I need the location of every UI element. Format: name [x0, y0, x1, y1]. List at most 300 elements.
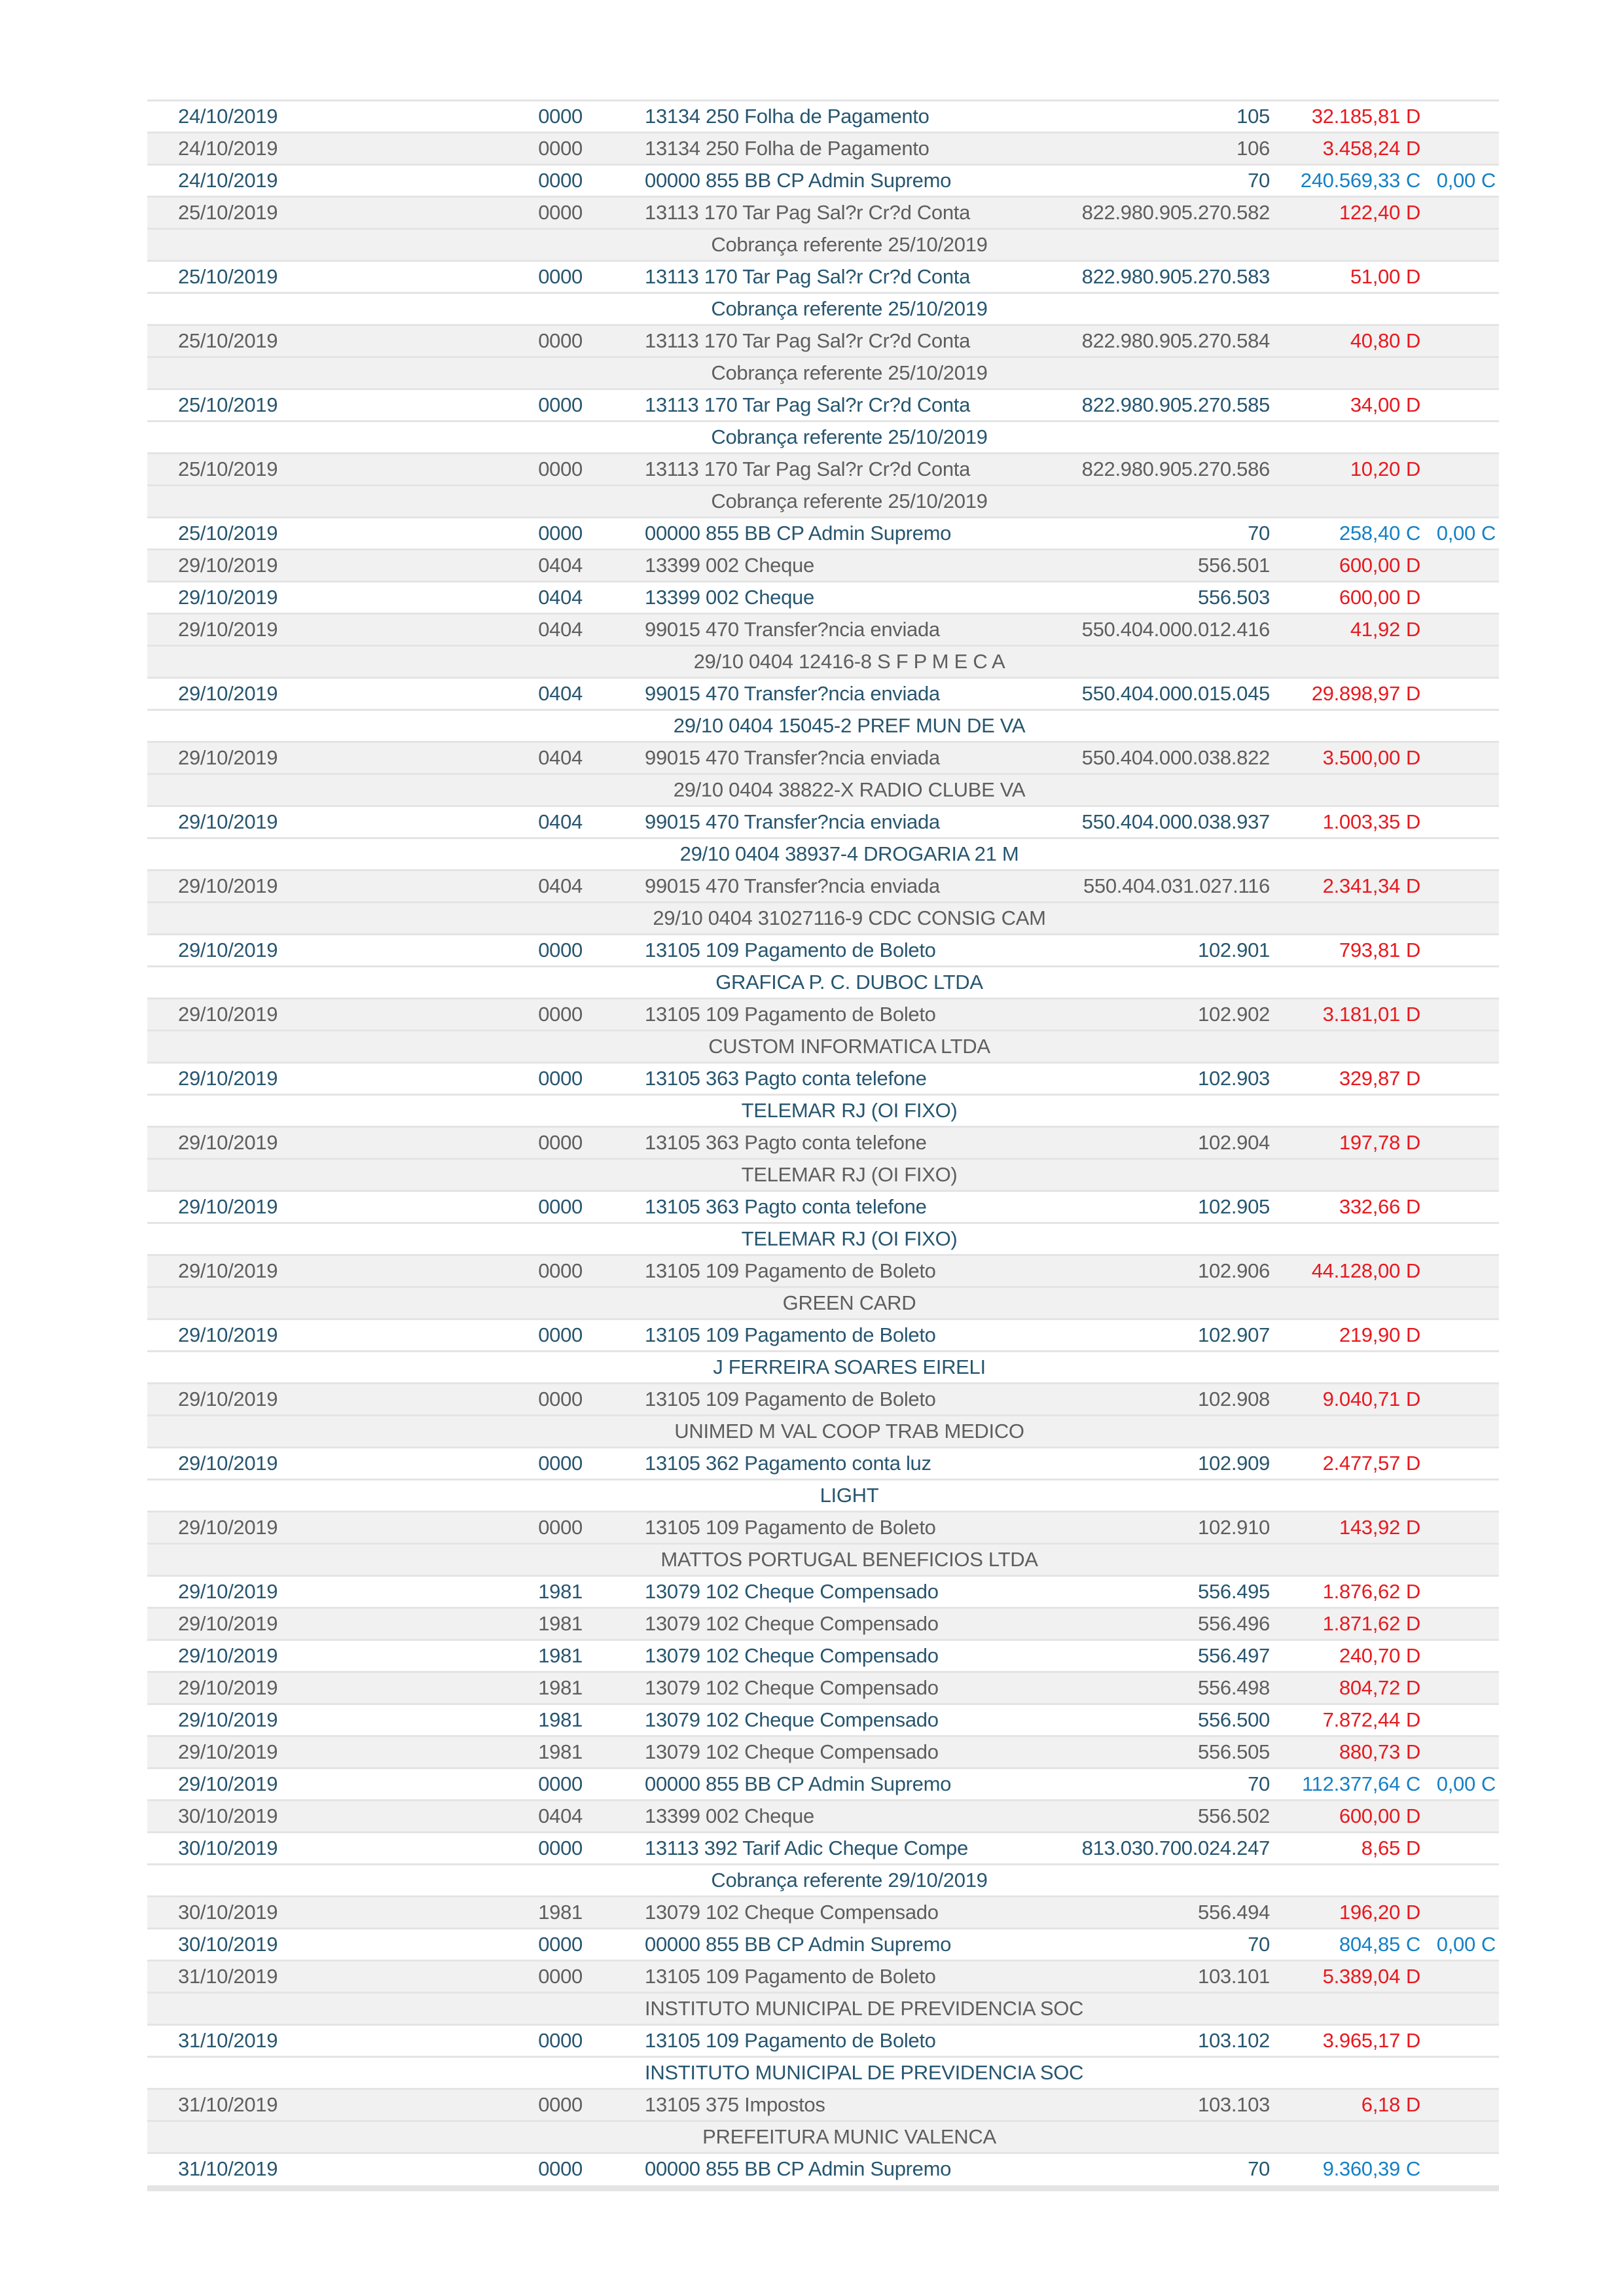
transaction-detail-text: GRAFICA P. C. DUBOC LTDA — [715, 971, 983, 994]
debit-credit-indicator: D — [1405, 746, 1420, 769]
table-row — [147, 869, 1499, 901]
document-number: 822.980.905.270.584 — [1081, 329, 1270, 352]
transaction-description: 13079 102 Cheque Compensado — [645, 1901, 939, 1924]
transaction-value — [1270, 522, 1420, 545]
value-amount: 29.898,97 — [1311, 682, 1400, 705]
table-row — [147, 1639, 1499, 1671]
table-detail-row — [147, 484, 1499, 516]
table-detail-row — [147, 356, 1499, 388]
value-amount: 197,78 — [1339, 1131, 1400, 1154]
agency-code: 0000 — [538, 1516, 583, 1539]
transaction-date: 29/10/2019 — [178, 1772, 278, 1795]
table-row — [147, 260, 1499, 292]
table-detail-row — [147, 837, 1499, 869]
transaction-detail-text: UNIMED M VAL COOP TRAB MEDICO — [674, 1420, 1024, 1443]
document-number: 102.908 — [1198, 1388, 1270, 1410]
transaction-detail-text: 29/10 0404 12416-8 S F P M E C A — [693, 650, 1005, 673]
transaction-detail-text: INSTITUTO MUNICIPAL DE PREVIDENCIA SOC — [645, 2061, 1084, 2084]
transaction-detail-text: Cobrança referente 25/10/2019 — [711, 233, 988, 256]
agency-code: 0000 — [538, 1837, 583, 1859]
value-amount: 0,00 — [1436, 1772, 1475, 1795]
transaction-date: 30/10/2019 — [178, 1933, 278, 1956]
document-number: 102.909 — [1198, 1452, 1270, 1475]
table-row — [147, 132, 1499, 164]
value-amount: 34,00 — [1350, 393, 1400, 416]
agency-code: 0000 — [538, 1003, 583, 1026]
value-amount: 51,00 — [1350, 265, 1400, 288]
table-row — [147, 1446, 1499, 1479]
debit-credit-indicator: D — [1405, 265, 1420, 288]
table-row — [147, 933, 1499, 965]
table-detail-row — [147, 645, 1499, 677]
blocked-value — [1420, 169, 1499, 192]
value-amount: 3.500,00 — [1322, 746, 1400, 769]
transaction-description: 13113 170 Tar Pag Sal?r Cr?d Conta — [645, 329, 971, 352]
document-number: 822.980.905.270.582 — [1081, 201, 1270, 224]
transaction-value — [1270, 1516, 1420, 1539]
document-number: 556.500 — [1198, 1708, 1270, 1731]
debit-credit-indicator: D — [1405, 1708, 1420, 1731]
table-row — [147, 516, 1499, 548]
transaction-value — [1270, 586, 1420, 609]
transaction-value — [1270, 1708, 1420, 1732]
agency-code: 0000 — [538, 265, 583, 288]
transaction-detail-text: Cobrança referente 25/10/2019 — [711, 490, 988, 512]
document-number: 550.404.000.012.416 — [1081, 618, 1270, 641]
agency-code: 0000 — [538, 522, 583, 545]
debit-credit-indicator: D — [1405, 1003, 1420, 1026]
transaction-description: 99015 470 Transfer?ncia enviada — [645, 618, 940, 641]
table-detail-row — [147, 1414, 1499, 1446]
agency-code: 0000 — [538, 1067, 583, 1090]
transaction-detail-text: PREFEITURA MUNIC VALENCA — [702, 2125, 996, 2148]
table-detail-row — [147, 1094, 1499, 1126]
transaction-value — [1270, 265, 1420, 289]
table-row — [147, 196, 1499, 228]
debit-credit-indicator: D — [1405, 618, 1420, 641]
transaction-description: 00000 855 BB CP Admin Supremo — [645, 2157, 952, 2180]
transaction-value — [1270, 1965, 1420, 1988]
agency-code: 1981 — [538, 1708, 583, 1731]
transaction-description: 13113 170 Tar Pag Sal?r Cr?d Conta — [645, 201, 971, 224]
transaction-detail-text: 29/10 0404 31027116-9 CDC CONSIG CAM — [653, 906, 1046, 929]
transaction-description: 13113 170 Tar Pag Sal?r Cr?d Conta — [645, 457, 971, 480]
agency-code: 0000 — [538, 939, 583, 961]
agency-code: 0000 — [538, 201, 583, 224]
debit-credit-indicator: D — [1405, 201, 1420, 224]
value-amount: 600,00 — [1339, 1804, 1400, 1827]
table-row — [147, 1799, 1499, 1831]
table-bottom-bar — [147, 2184, 1499, 2191]
debit-credit-indicator: D — [1405, 554, 1420, 577]
table-row — [147, 1671, 1499, 1703]
transaction-detail-text: Cobrança referente 25/10/2019 — [711, 425, 988, 448]
agency-code: 0000 — [538, 1323, 583, 1346]
transaction-detail-text: GREEN CARD — [782, 1291, 916, 1314]
agency-code: 0000 — [538, 137, 583, 160]
transaction-detail-text: 29/10 0404 38822-X RADIO CLUBE VA — [673, 778, 1026, 801]
transaction-value — [1270, 1003, 1420, 1026]
transaction-detail-text: J FERREIRA SOARES EIRELI — [713, 1355, 986, 1378]
transaction-date: 29/10/2019 — [178, 1740, 278, 1763]
agency-code: 0000 — [538, 1259, 583, 1282]
transaction-value — [1270, 1195, 1420, 1219]
debit-credit-indicator: D — [1405, 586, 1420, 609]
agency-code: 0404 — [538, 586, 583, 609]
debit-credit-indicator: D — [1405, 1259, 1420, 1282]
transaction-description: 13105 109 Pagamento de Boleto — [645, 1323, 936, 1346]
table-detail-row — [147, 1286, 1499, 1318]
transaction-date: 29/10/2019 — [178, 810, 278, 833]
table-detail-row — [147, 1992, 1499, 2024]
debit-credit-indicator: C — [1481, 1772, 1496, 1795]
statement-rows — [147, 99, 1499, 2184]
transaction-date: 29/10/2019 — [178, 746, 278, 769]
value-amount: 332,66 — [1339, 1195, 1400, 1218]
agency-code: 0000 — [538, 1131, 583, 1154]
transaction-description: 13079 102 Cheque Compensado — [645, 1612, 939, 1635]
transaction-date: 29/10/2019 — [178, 682, 278, 705]
transaction-date: 29/10/2019 — [178, 554, 278, 577]
transaction-description: 99015 470 Transfer?ncia enviada — [645, 810, 940, 833]
value-amount: 196,20 — [1339, 1901, 1400, 1924]
value-amount: 0,00 — [1436, 1933, 1475, 1956]
transaction-date: 24/10/2019 — [178, 137, 278, 160]
transaction-description: 00000 855 BB CP Admin Supremo — [645, 1772, 952, 1795]
agency-code: 0404 — [538, 1804, 583, 1827]
debit-credit-indicator: D — [1405, 1676, 1420, 1699]
table-row — [147, 741, 1499, 773]
transaction-description: 13105 363 Pagto conta telefone — [645, 1131, 927, 1154]
value-amount: 3.965,17 — [1322, 2029, 1400, 2052]
table-row — [147, 324, 1499, 356]
debit-credit-indicator: C — [1405, 522, 1420, 545]
debit-credit-indicator: C — [1405, 1933, 1420, 1956]
transaction-date: 29/10/2019 — [178, 586, 278, 609]
transaction-date: 29/10/2019 — [178, 1388, 278, 1410]
agency-code: 1981 — [538, 1740, 583, 1763]
transaction-date: 29/10/2019 — [178, 1580, 278, 1603]
transaction-value — [1270, 1131, 1420, 1155]
transaction-description: 13079 102 Cheque Compensado — [645, 1676, 939, 1699]
transaction-description: 13399 002 Cheque — [645, 586, 814, 609]
transaction-value — [1270, 682, 1420, 706]
transaction-value — [1270, 2093, 1420, 2117]
agency-code: 0000 — [538, 1388, 583, 1410]
value-amount: 9.360,39 — [1322, 2157, 1400, 2180]
transaction-value — [1270, 137, 1420, 160]
transaction-description: 13113 170 Tar Pag Sal?r Cr?d Conta — [645, 393, 971, 416]
value-amount: 2.341,34 — [1322, 874, 1400, 897]
document-number: 103.102 — [1198, 2029, 1270, 2052]
table-detail-row — [147, 773, 1499, 805]
transaction-date: 25/10/2019 — [178, 457, 278, 480]
document-number: 556.495 — [1198, 1580, 1270, 1603]
document-number: 70 — [1248, 2157, 1270, 2180]
value-amount: 600,00 — [1339, 554, 1400, 577]
transaction-date: 24/10/2019 — [178, 169, 278, 192]
transaction-date: 29/10/2019 — [178, 1067, 278, 1090]
transaction-value — [1270, 329, 1420, 353]
transaction-detail-text: 29/10 0404 38937-4 DROGARIA 21 M — [679, 842, 1019, 865]
table-detail-row — [147, 2120, 1499, 2152]
document-number: 102.902 — [1198, 1003, 1270, 1026]
table-detail-row — [147, 228, 1499, 260]
table-row — [147, 1703, 1499, 1735]
document-number: 822.980.905.270.586 — [1081, 457, 1270, 480]
transaction-description: 13105 109 Pagamento de Boleto — [645, 1516, 936, 1539]
transaction-value — [1270, 1580, 1420, 1604]
value-amount: 9.040,71 — [1322, 1388, 1400, 1410]
table-row — [147, 1735, 1499, 1767]
agency-code: 1981 — [538, 1644, 583, 1667]
transaction-detail-text: Cobrança referente 25/10/2019 — [711, 297, 988, 320]
table-detail-row — [147, 1350, 1499, 1382]
debit-credit-indicator: C — [1405, 2157, 1420, 2180]
debit-credit-indicator: D — [1405, 874, 1420, 897]
agency-code: 0000 — [538, 1965, 583, 1988]
document-number: 70 — [1248, 169, 1270, 192]
agency-code: 0000 — [538, 2029, 583, 2052]
table-row — [147, 2152, 1499, 2184]
transaction-description: 13079 102 Cheque Compensado — [645, 1708, 939, 1731]
transaction-description: 13399 002 Cheque — [645, 1804, 814, 1827]
debit-credit-indicator: D — [1405, 1837, 1420, 1859]
transaction-value — [1270, 393, 1420, 417]
table-detail-row — [147, 709, 1499, 741]
transaction-detail-text: Cobrança referente 29/10/2019 — [711, 1869, 988, 1892]
agency-code: 0404 — [538, 874, 583, 897]
debit-credit-indicator: D — [1405, 1804, 1420, 1827]
agency-code: 1981 — [538, 1676, 583, 1699]
document-number: 556.498 — [1198, 1676, 1270, 1699]
table-detail-row — [147, 292, 1499, 324]
debit-credit-indicator: D — [1405, 393, 1420, 416]
transaction-description: 13399 002 Cheque — [645, 554, 814, 577]
table-row — [147, 1511, 1499, 1543]
transaction-value — [1270, 874, 1420, 898]
debit-credit-indicator: D — [1405, 1516, 1420, 1539]
debit-credit-indicator: D — [1405, 1323, 1420, 1346]
transaction-value — [1270, 746, 1420, 770]
value-amount: 880,73 — [1339, 1740, 1400, 1763]
table-row — [147, 1254, 1499, 1286]
table-detail-row — [147, 420, 1499, 452]
agency-code: 0000 — [538, 329, 583, 352]
transaction-value — [1270, 1644, 1420, 1668]
transaction-description: 13113 170 Tar Pag Sal?r Cr?d Conta — [645, 265, 971, 288]
debit-credit-indicator: D — [1405, 1965, 1420, 1988]
transaction-description: 13105 109 Pagamento de Boleto — [645, 1003, 936, 1026]
value-amount: 0,00 — [1436, 522, 1475, 545]
value-amount: 44.128,00 — [1311, 1259, 1400, 1282]
transaction-detail-text: TELEMAR RJ (OI FIXO) — [741, 1099, 958, 1122]
table-row — [147, 1126, 1499, 1158]
agency-code: 0404 — [538, 618, 583, 641]
agency-code: 0000 — [538, 457, 583, 480]
transaction-value — [1270, 1259, 1420, 1283]
transaction-date: 29/10/2019 — [178, 1644, 278, 1667]
transaction-date: 30/10/2019 — [178, 1837, 278, 1859]
table-detail-row — [147, 1479, 1499, 1511]
debit-credit-indicator: C — [1481, 169, 1496, 192]
document-number: 70 — [1248, 1772, 1270, 1795]
table-detail-row — [147, 1863, 1499, 1895]
table-row — [147, 2024, 1499, 2056]
table-detail-row — [147, 1543, 1499, 1575]
transaction-description: 13105 109 Pagamento de Boleto — [645, 1965, 936, 1988]
document-number: 102.901 — [1198, 939, 1270, 961]
transaction-date: 29/10/2019 — [178, 1516, 278, 1539]
transaction-description: 13105 363 Pagto conta telefone — [645, 1067, 927, 1090]
document-number: 103.101 — [1198, 1965, 1270, 1988]
agency-code: 0000 — [538, 169, 583, 192]
transaction-date: 29/10/2019 — [178, 1003, 278, 1026]
agency-code: 0404 — [538, 746, 583, 769]
table-row — [147, 1062, 1499, 1094]
value-amount: 2.477,57 — [1322, 1452, 1400, 1475]
transaction-value — [1270, 939, 1420, 962]
transaction-description: 00000 855 BB CP Admin Supremo — [645, 169, 952, 192]
document-number: 556.494 — [1198, 1901, 1270, 1924]
value-amount: 41,92 — [1350, 618, 1400, 641]
value-amount: 258,40 — [1339, 522, 1400, 545]
transaction-detail-text: TELEMAR RJ (OI FIXO) — [741, 1163, 958, 1186]
table-row — [147, 1318, 1499, 1350]
transaction-description: 13113 392 Tarif Adic Cheque Compe — [645, 1837, 968, 1859]
blocked-value — [1420, 1933, 1499, 1956]
table-detail-row — [147, 2056, 1499, 2088]
document-number: 556.496 — [1198, 1612, 1270, 1635]
debit-credit-indicator: D — [1405, 105, 1420, 128]
transaction-date: 31/10/2019 — [178, 2157, 278, 2180]
value-amount: 240,70 — [1339, 1644, 1400, 1667]
transaction-description: 13105 109 Pagamento de Boleto — [645, 1259, 936, 1282]
value-amount: 219,90 — [1339, 1323, 1400, 1346]
transaction-description: 13134 250 Folha de Pagamento — [645, 137, 929, 160]
table-detail-row — [147, 965, 1499, 997]
transaction-description: 13134 250 Folha de Pagamento — [645, 105, 929, 128]
value-amount: 804,85 — [1339, 1933, 1400, 1956]
table-row — [147, 581, 1499, 613]
transaction-date: 29/10/2019 — [178, 1452, 278, 1475]
transaction-value — [1270, 201, 1420, 224]
debit-credit-indicator: D — [1405, 1901, 1420, 1924]
transaction-date: 29/10/2019 — [178, 1259, 278, 1282]
document-number: 102.904 — [1198, 1131, 1270, 1154]
table-row — [147, 677, 1499, 709]
transaction-value — [1270, 457, 1420, 481]
transaction-date: 30/10/2019 — [178, 1804, 278, 1827]
blocked-value — [1420, 522, 1499, 545]
transaction-description: 13105 363 Pagto conta telefone — [645, 1195, 927, 1218]
transaction-date: 25/10/2019 — [178, 393, 278, 416]
agency-code: 1981 — [538, 1580, 583, 1603]
document-number: 102.906 — [1198, 1259, 1270, 1282]
value-amount: 7.872,44 — [1322, 1708, 1400, 1731]
table-row — [147, 613, 1499, 645]
table-row — [147, 1767, 1499, 1799]
table-row — [147, 1190, 1499, 1222]
transaction-date: 29/10/2019 — [178, 1676, 278, 1699]
transaction-date: 30/10/2019 — [178, 1901, 278, 1924]
table-row — [147, 164, 1499, 196]
transaction-value — [1270, 1933, 1420, 1956]
transaction-date: 24/10/2019 — [178, 105, 278, 128]
transaction-value — [1270, 1612, 1420, 1636]
agency-code: 0404 — [538, 554, 583, 577]
transaction-description: 13105 375 Impostos — [645, 2093, 825, 2116]
transaction-date: 29/10/2019 — [178, 618, 278, 641]
transaction-description: 13079 102 Cheque Compensado — [645, 1740, 939, 1763]
table-row — [147, 1575, 1499, 1607]
agency-code: 1981 — [538, 1901, 583, 1924]
transaction-value — [1270, 1452, 1420, 1475]
table-row — [147, 99, 1499, 132]
value-amount: 6,18 — [1361, 2093, 1400, 2116]
transaction-value — [1270, 169, 1420, 192]
transaction-value — [1270, 1388, 1420, 1411]
transaction-date: 29/10/2019 — [178, 939, 278, 961]
transaction-detail-text: LIGHT — [820, 1484, 879, 1507]
table-row — [147, 548, 1499, 581]
document-number: 556.503 — [1198, 586, 1270, 609]
transaction-description: 00000 855 BB CP Admin Supremo — [645, 1933, 952, 1956]
transaction-description: 00000 855 BB CP Admin Supremo — [645, 522, 952, 545]
table-row — [147, 1928, 1499, 1960]
document-number: 813.030.700.024.247 — [1081, 1837, 1270, 1859]
transaction-description: 99015 470 Transfer?ncia enviada — [645, 874, 940, 897]
debit-credit-indicator: D — [1405, 1195, 1420, 1218]
agency-code: 1981 — [538, 1612, 583, 1635]
transaction-date: 29/10/2019 — [178, 1131, 278, 1154]
transaction-value — [1270, 618, 1420, 641]
debit-credit-indicator: C — [1481, 1933, 1496, 1956]
value-amount: 329,87 — [1339, 1067, 1400, 1090]
debit-credit-indicator: D — [1405, 1580, 1420, 1603]
table-detail-row — [147, 1222, 1499, 1254]
debit-credit-indicator: C — [1405, 169, 1420, 192]
value-amount: 10,20 — [1350, 457, 1400, 480]
document-number: 103.103 — [1198, 2093, 1270, 2116]
table-row — [147, 1382, 1499, 1414]
transaction-value — [1270, 810, 1420, 834]
agency-code: 0000 — [538, 393, 583, 416]
document-number: 106 — [1236, 137, 1270, 160]
table-detail-row — [147, 1158, 1499, 1190]
transaction-value — [1270, 1901, 1420, 1924]
document-number: 550.404.000.015.045 — [1081, 682, 1270, 705]
table-row — [147, 2088, 1499, 2120]
value-amount: 0,00 — [1436, 169, 1475, 192]
value-amount: 40,80 — [1350, 329, 1400, 352]
document-number: 556.502 — [1198, 1804, 1270, 1827]
document-number: 102.905 — [1198, 1195, 1270, 1218]
debit-credit-indicator: D — [1405, 457, 1420, 480]
transaction-value — [1270, 1323, 1420, 1347]
transaction-date: 29/10/2019 — [178, 874, 278, 897]
value-amount: 600,00 — [1339, 586, 1400, 609]
value-amount: 1.871,62 — [1322, 1612, 1400, 1635]
value-amount: 143,92 — [1339, 1516, 1400, 1539]
transaction-date: 29/10/2019 — [178, 1612, 278, 1635]
transaction-date: 25/10/2019 — [178, 329, 278, 352]
table-row — [147, 388, 1499, 420]
document-number: 70 — [1248, 1933, 1270, 1956]
transaction-description: 13105 109 Pagamento de Boleto — [645, 1388, 936, 1410]
debit-credit-indicator: D — [1405, 810, 1420, 833]
debit-credit-indicator: D — [1405, 1067, 1420, 1090]
